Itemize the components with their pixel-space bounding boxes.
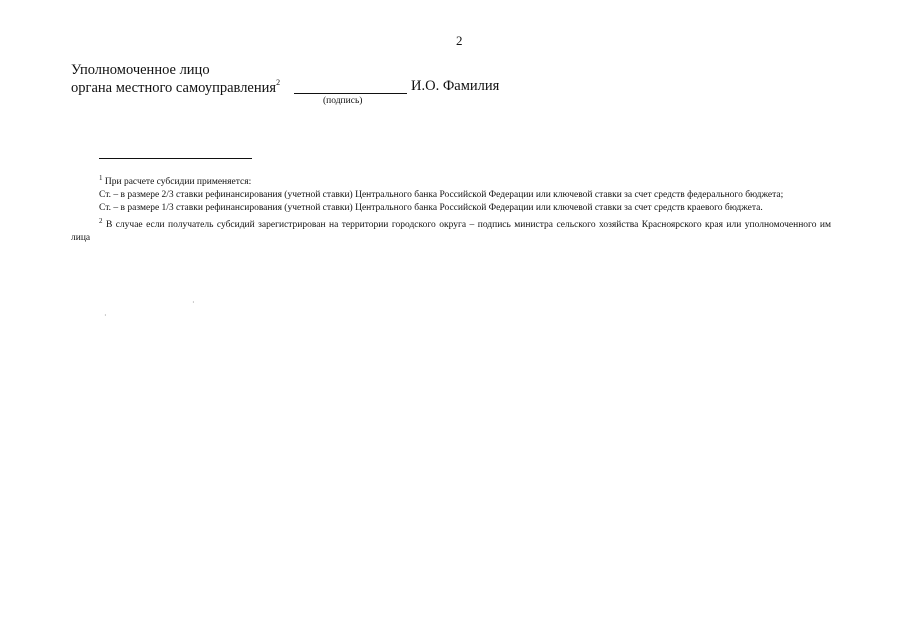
footnote-1-marker: 1	[99, 174, 103, 182]
signatory-name: И.О. Фамилия	[411, 78, 500, 94]
page-number: 2	[456, 33, 463, 48]
signature-blank-line	[294, 93, 407, 94]
signatory-title-line1: Уполномоченное лицо	[71, 62, 210, 78]
scan-speck: ·	[192, 298, 195, 307]
signatory-title-line2	[71, 78, 280, 97]
signature-caption: (подпись)	[323, 96, 363, 106]
signatory-title-line2-text: органа местного самоуправления	[71, 80, 277, 96]
footnote-2-marker: 2	[99, 217, 103, 225]
scan-speck: ·	[104, 311, 107, 320]
footnote-1-item-regional: Ст. – в размере 1/3 ставки рефинансирования (учетной ставки) Центрального банка Российской Федерации или ключевой ставки за счет средств краевого бюджета.	[99, 203, 763, 213]
footnote-separator	[99, 158, 252, 159]
footnote-2	[71, 215, 831, 245]
footnote-1-item-federal: Ст. – в размере 2/3 ставки рефинансирования (учетной ставки) Центрального банка Российской Федерации или ключевой ставки за счет средств федерального бюджета;	[99, 190, 784, 200]
footnote-1-intro	[71, 172, 831, 189]
footnote-1-intro-text: При расчете субсидии применяется:	[102, 177, 252, 187]
footnote-2-text: В случае если получатель субсидий зарегистрирован на территории городского округа – подпись министра сельского хозяйства Красноярского края или уполномоченного им лица	[71, 220, 831, 243]
footnotes-section	[71, 172, 831, 245]
footnote-ref-2: 2	[276, 78, 281, 87]
